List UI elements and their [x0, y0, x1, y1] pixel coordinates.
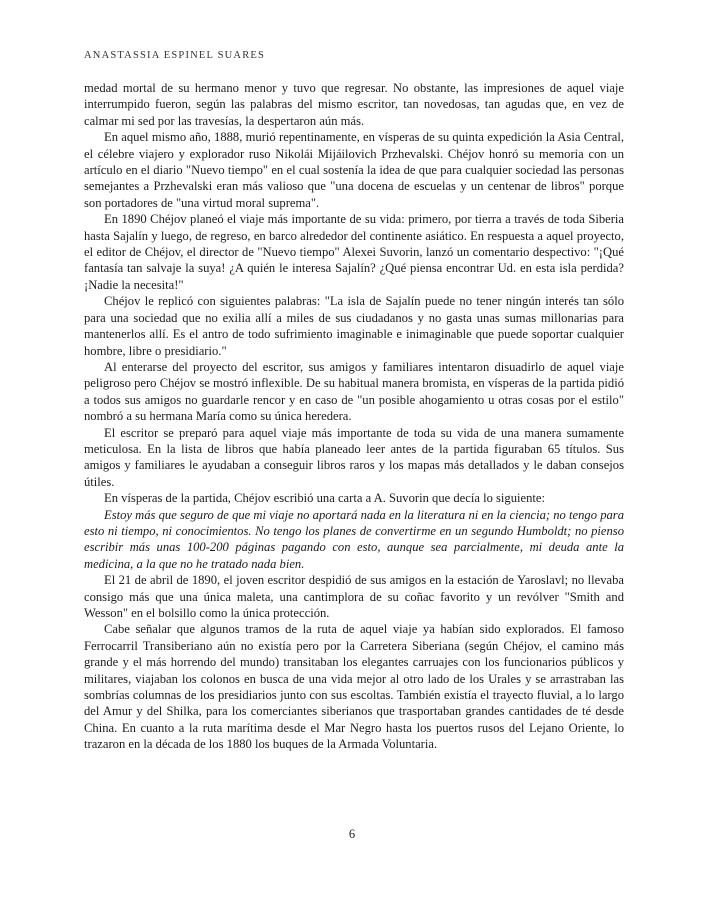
paragraph: El 21 de abril de 1890, el joven escritor despidió de sus amigos en la estación de Yaroslavl; no llevaba consigo más que una única maleta, una cantimplora de su coñac favorito y un revólver "Smith and Wesson" en el bolsillo como la única protección. [84, 573, 624, 620]
paragraph: El escritor se preparó para aquel viaje más importante de toda su vida de una manera sumamente meticulosa. En la lista de libros que había planeado leer antes de la partida figuraban 65 títulos. Sus amigos y familiares le ayudaban a conseguir libros raros y los mapas más detallados y le daban consejos útiles. [84, 425, 624, 489]
paragraph: En vísperas de la partida, Chéjov escribió una carta a A. Suvorin que decía lo siguiente: [104, 491, 545, 506]
page-number: 6 [348, 827, 356, 841]
paragraph: Al enterarse del proyecto del escritor, sus amigos y familiares intentaron disuadirlo de aquel viaje peligroso pero Chéjov se mostró inflexible. De su habitual manera bromista, en vísperas de la partida pidió a todos sus amigos no guardarle rencor y en caso de "un posible ahogamiento u otras cosas por el estilo" nombró a su hermana María como su única heredera. [84, 359, 624, 424]
running-header: ANASTASSIA ESPINEL SUARES [84, 50, 266, 61]
paragraph: Chéjov le replicó con siguientes palabras: "La isla de Sajalín puede no tener ningún interés tan sólo para una sociedad que no exilia allí a miles de sus ciudadanos y no gasta unas sumas millonarias para mantenerlos allí. Es el antro de todo sufrimiento imaginable e inimaginable que puede soportar cualquier hombre, libre o presidiario." [84, 294, 624, 358]
body-text [84, 80, 624, 753]
paragraph: Cabe señalar que algunos tramos de la ruta de aquel viaje ya habían sido explorados. El famoso Ferrocarril Transiberiano aún no existía pero por la Carretera Siberiana (según Chéjov, el camino más grande y el más horrendo del mundo) transitaban los elegantes carruajes con los funcionarios públicos y militares, viajaban los colonos en busca de una vida mejor al otro lado de los Urales y se arrastraban las sombrías columnas de los presidiarios junto con sus escoltas. También existía el trayecto fluvial, a lo largo del Amur y del Shilka, para los comerciantes siberianos que trasportaban grandes cantidades de té desde China. En cuanto a la ruta marítima desde el Mar Negro hasta los puertos rusos del Lejano Oriente, lo trazaron en la década de los 1880 los buques de la Armada Voluntaria. [84, 622, 624, 752]
paragraph: medad mortal de su hermano menor y tuvo que regresar. No obstante, las impresiones de aquel viaje interrumpido fueron, según las palabras del mismo escritor, tan novedosas, tan agudas que, en vez de calmar mi sed por las travesías, la despertaron aún más. [84, 81, 624, 128]
paragraph: En 1890 Chéjov planeó el viaje más importante de su vida: primero, por tierra a través de toda Siberia hasta Sajalín y luego, de regreso, en barco alrededor del continente asiático. En respuesta a aquel proyecto, el editor de Chéjov, el director de "Nuevo tiempo" Alexei Suvorin, lanzó un comentario despectivo: "¡Qué fantasía tan salvaje la suya! ¿A quién le interesa Sajalín? ¿Qué piensa encontrar Ud. en esta isla perdida? ¡Nadie la necesita!" [84, 212, 624, 292]
paragraph: En aquel mismo año, 1888, murió repentinamente, en vísperas de su quinta expedición la Asia Central, el célebre viajero y explorador ruso Nikolái Mijáilovich Przhevalski. Chéjov honró su memoria con un artículo en el diario "Nuevo tiempo" en el cual sostenía la idea de que para cualquier sociedad las personas semejantes a Przhevalski eran más valioso que "una docena de escuelas y un centenar de libros" porque son portadores de "una virtud moral suprema". [84, 130, 624, 210]
letter-quote: Estoy más que seguro de que mi viaje no aportará nada en la literatura ni en la ciencia; no tengo para esto ni tiempo, ni conocimientos. No tengo los planes de convertirme en un segundo Humboldt; no pienso escribir más unas 100-200 páginas pagando con esto, aunque sea parcialmente, mi deuda ante la medicina, a la que no he tratado nada bien. [84, 507, 624, 571]
